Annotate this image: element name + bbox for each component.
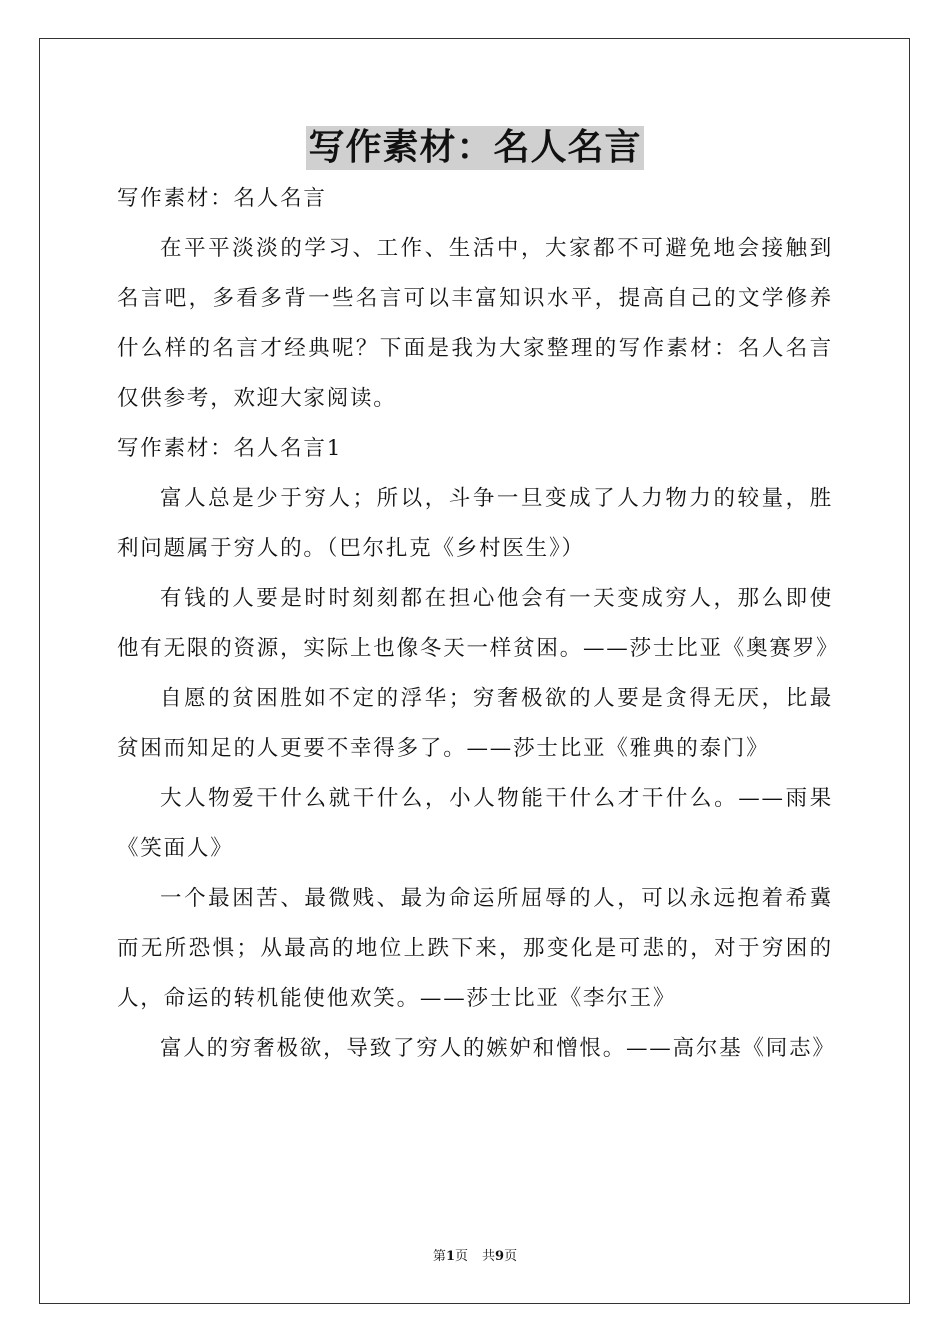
paragraph: 大人物爱干什么就干什么，小人物能干什么才干什么。——雨果《笑面人》 — [117, 786, 833, 861]
page-label-suffix: 页 — [454, 1249, 468, 1264]
title-container — [0, 126, 950, 170]
page-footer — [0, 1248, 950, 1266]
total-label-suffix: 页 — [504, 1249, 518, 1264]
paragraph: 自愿的贫困胜如不定的浮华；穷奢极欲的人要是贪得无厌，比最贫困而知足的人更要不幸得多了。——莎士比亚《雅典的泰门》 — [117, 686, 833, 761]
paragraph: 一个最困苦、最微贱、最为命运所屈辱的人，可以永远抱着希冀而无所恐惧；从最高的地位上跌下来，那变化是可悲的，对于穷困的人，命运的转机能使他欢笑。——莎士比亚《李尔王》 — [117, 886, 833, 1011]
document-title: 写作素材：名人名言 — [308, 127, 642, 168]
paragraph-list — [117, 224, 840, 1074]
paragraph: 富人的穷奢极欲，导致了穷人的嫉妒和憎恨。——高尔基《同志》 — [160, 1036, 836, 1061]
total-label-prefix: 共 — [482, 1249, 496, 1264]
total-pages: 9 — [495, 1249, 505, 1264]
paragraph: 富人总是少于穷人；所以，斗争一旦变成了人力物力的较量，胜利问题属于穷人的。（巴尔扎克《乡村医生》） — [117, 486, 833, 561]
document-subtitle: 写作素材：名人名言 — [117, 186, 327, 211]
page-label-prefix: 第 — [432, 1249, 446, 1264]
paragraph: 写作素材：名人名言1 — [117, 436, 343, 461]
paragraph: 有钱的人要是时时刻刻都在担心他会有一天变成穷人，那么即使他有无限的资源，实际上也像冬天一样贫困。——莎士比亚《奥赛罗》 — [117, 586, 840, 661]
paragraph: 在平平淡淡的学习、工作、生活中，大家都不可避免地会接触到名言吧，多看多背一些名言可以丰富知识水平，提高自己的文学修养什么样的名言才经典呢？下面是我为大家整理的写作素材：名人名言仅供参考，欢迎大家阅读。 — [117, 236, 833, 411]
document-body — [117, 174, 840, 1074]
page-number: 1 — [445, 1249, 455, 1264]
